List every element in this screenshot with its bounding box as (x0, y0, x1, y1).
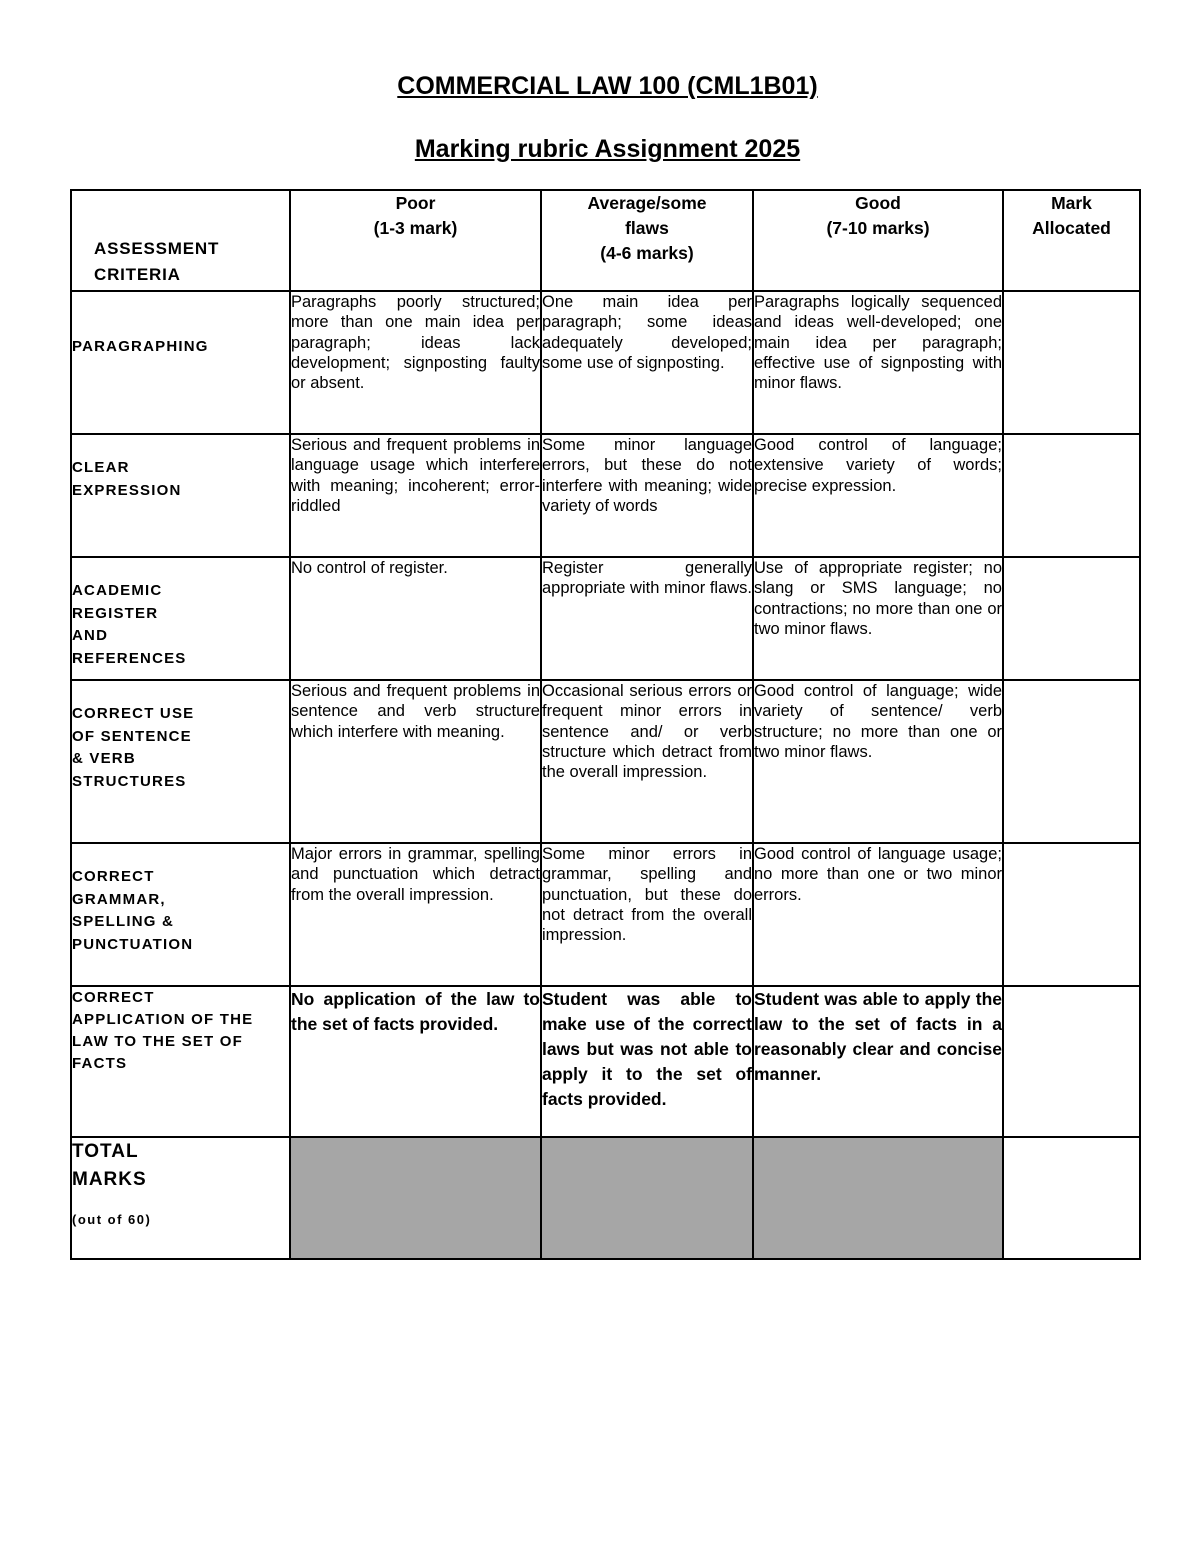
criterion-label: LAW TO THE SET OF (72, 1033, 243, 1050)
criterion-label: ACADEMIC (72, 582, 163, 599)
mark-cell[interactable] (1003, 680, 1140, 843)
mark-cell[interactable] (1003, 986, 1140, 1137)
rubric-table (70, 189, 1141, 1260)
total-poor-shaded (290, 1137, 541, 1259)
average-cell: Some minor errors in grammar, spelling and punctuation, but these do not detract from the overall impression. (541, 843, 753, 986)
mark-cell[interactable] (1003, 291, 1140, 434)
table-row (71, 843, 1140, 986)
total-row (71, 1137, 1140, 1259)
mark-cell[interactable] (1003, 843, 1140, 986)
header-row (71, 190, 1140, 291)
header-criteria-line: ASSESSMENT (94, 239, 220, 258)
good-cell: Use of appropriate register; no slang or SMS language; no contractions; no more than one or two minor flaws. (753, 557, 1003, 680)
total-mark-cell[interactable] (1003, 1137, 1140, 1259)
total-label-2: MARKS (72, 1169, 147, 1190)
criterion-cell (71, 434, 290, 557)
total-note: (out of 60) (72, 1212, 152, 1227)
criterion-label: CORRECT (72, 989, 155, 1006)
good-cell: Good control of language; wide variety of sentence/ verb structure; no more than one or two minor flaws. (753, 680, 1003, 843)
document-title: COMMERCIAL LAW 100 (CML1B01) (397, 72, 818, 100)
header-mark (1003, 190, 1140, 291)
criterion-label: EXPRESSION (72, 481, 182, 499)
header-poor-range: (1-3 mark) (373, 218, 458, 238)
good-cell: Good control of language usage; no more than one or two minor errors. (753, 843, 1003, 986)
criterion-label: CORRECT USE (72, 705, 195, 722)
total-label-cell (71, 1137, 290, 1259)
good-cell: Good control of language; extensive variety of words; precise expression. (753, 434, 1003, 557)
criterion-label: PUNCTUATION (72, 935, 194, 953)
header-criteria (71, 190, 290, 291)
criterion-cell (71, 843, 290, 986)
criterion-label: OF SENTENCE (72, 727, 192, 745)
criterion-label: CLEAR (72, 459, 130, 476)
header-mark-label-2: Allocated (1032, 218, 1111, 238)
header-good-label: Good (855, 193, 901, 213)
criterion-label: CORRECT (72, 868, 155, 885)
criterion-label: & VERB (72, 750, 136, 767)
average-cell: Register generally appropriate with minor flaws. (541, 557, 753, 680)
header-poor (290, 190, 541, 291)
total-good-shaded (753, 1137, 1003, 1259)
table-row (71, 291, 1140, 434)
header-average (541, 190, 753, 291)
criterion-cell (71, 557, 290, 680)
total-label: TOTAL (72, 1141, 139, 1162)
average-cell: Student was able to make use of the correct laws but was not able to apply it to the set of facts provided. (541, 986, 753, 1137)
header-mark-label: Mark (1051, 193, 1092, 213)
good-cell: Paragraphs logically sequenced and ideas well-developed; one main idea per paragraph; effective use of signposting with minor flaws. (753, 291, 1003, 434)
poor-cell: Paragraphs poorly structured; more than one main idea per paragraph; ideas lack development; signposting faulty or absent. (290, 291, 541, 434)
criterion-cell (71, 680, 290, 843)
total-average-shaded (541, 1137, 753, 1259)
criterion-label: PARAGRAPHING (72, 338, 209, 355)
document-subtitle: Marking rubric Assignment 2025 (414, 135, 801, 163)
criterion-cell (71, 291, 290, 434)
mark-cell[interactable] (1003, 434, 1140, 557)
header-good (753, 190, 1003, 291)
table-row (71, 986, 1140, 1137)
criterion-label: GRAMMAR, (72, 890, 166, 908)
table-row (71, 434, 1140, 557)
table-row (71, 680, 1140, 843)
criterion-label: REFERENCES (72, 649, 187, 667)
criterion-cell (71, 986, 290, 1137)
poor-cell: Serious and frequent problems in sentence and verb structure which interfere with meaning. (290, 680, 541, 843)
header-poor-label: Poor (395, 193, 436, 213)
criterion-label: FACTS (72, 1055, 128, 1072)
criterion-label: SPELLING & (72, 913, 175, 930)
poor-cell: Serious and frequent problems in language usage which interfere with meaning; incoherent; error-riddled (290, 434, 541, 557)
criterion-label: APPLICATION OF THE (72, 1011, 254, 1028)
header-good-range: (7-10 marks) (826, 218, 930, 238)
criterion-label: STRUCTURES (72, 772, 187, 790)
criterion-label: AND (72, 627, 109, 644)
mark-cell[interactable] (1003, 557, 1140, 680)
header-average-range: (4-6 marks) (600, 243, 694, 263)
header-average-label: Average/some (587, 193, 707, 213)
poor-cell: No application of the law to the set of facts provided. (290, 986, 541, 1137)
poor-cell: No control of register. (290, 557, 541, 680)
table-row (71, 557, 1140, 680)
good-cell: Student was able to apply the law to the set of facts in a reasonably clear and concise manner. (753, 986, 1003, 1137)
header-average-label-2: flaws (625, 218, 669, 238)
average-cell: Occasional serious errors or frequent minor errors in sentence and/ or verb structure which detract from the overall impression. (541, 680, 753, 843)
criterion-label: REGISTER (72, 604, 159, 622)
average-cell: Some minor language errors, but these do not interfere with meaning; wide variety of words (541, 434, 753, 557)
poor-cell: Major errors in grammar, spelling and punctuation which detract from the overall impression. (290, 843, 541, 986)
header-criteria-line: CRITERIA (94, 265, 181, 284)
average-cell: One main idea per paragraph; some ideas adequately developed; some use of signposting. (541, 291, 753, 434)
